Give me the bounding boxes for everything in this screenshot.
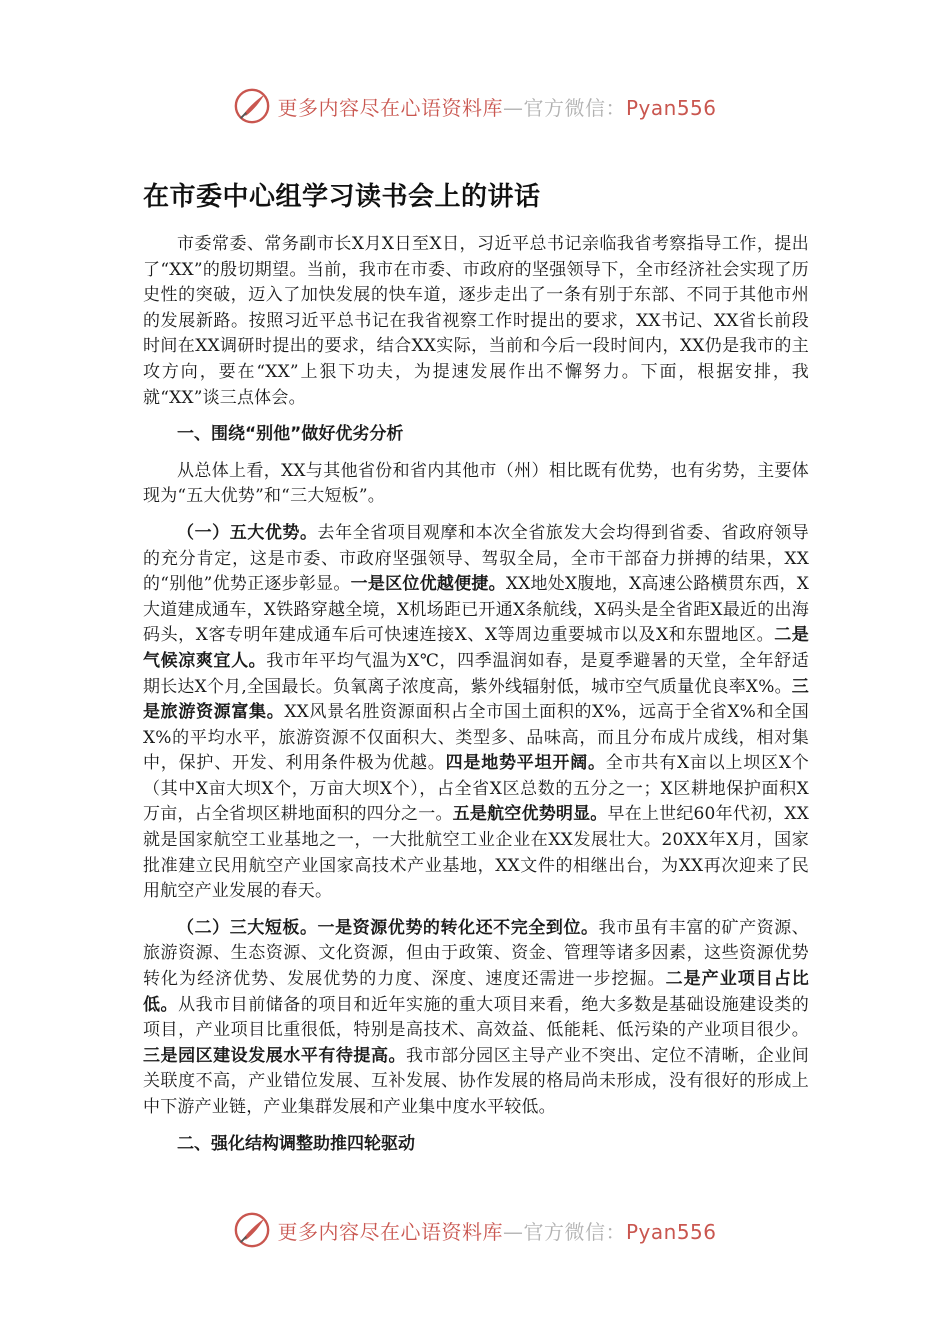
quill-logo-icon — [233, 1211, 271, 1249]
section-1-intro: 从总体上看，XX与其他省份和省内其他市（州）相比既有优势，也有劣势，主要体现为“五大优势”和“三大短板”。 — [143, 460, 809, 507]
three-shortcomings-paragraph: （二）三大短板。一是资源优势的转化还不完全到位。我市虽有丰富的矿产资源、旅游资源、生态资源、文化资源，但由于政策、资金、管理等诸多因素，这些资源优势转化为经济优势、发展优势的力度、深度、速度还需进一步挖掘。二是产业项目占比低。从我市目前储备的项目和近年实施的重大项目来看，绝大多数是基础设施建设类的项目，产业项目比重很低，特别是高技术、高效益、低能耗、低污染的产业项目很少。三是园区建设发展水平有待提高。我市部分园区主导产业不突出、定位不清晰，企业间关联度不高，产业错位发展、互补发展、协作发展的格局尚未形成，没有很好的形成上中下游产业链，产业集群发展和产业集中度水平较低。 — [143, 917, 809, 1117]
section-1-heading: 一、围绕“别他”做好优劣分析 — [177, 424, 404, 445]
banner-text: 更多内容尽在心语资料库—官方微信：Pyan556 — [277, 1219, 717, 1244]
intro-paragraph: 市委常委、常务副市长X月X日至X日，习近平总书记亲临我省考察指导工作，提出了“XX”的殷切期望。当前，我市在市委、市政府的坚强领导下，全市经济社会实现了历史性的突破，迈入了加快发展的快车道，逐步走出了一条有别于东部、不同于其他市州的发展新路。按照习近平总书记在我省视察工作时提出的要求，XX书记、XX省长前段时间在XX调研时提出的要求，结合XX实际，当前和今后一段时间内，XX仍是我市的主攻方向，要在“XX”上狠下功夫，为提速发展作出不懈努力。下面，根据安排，我就“XX”谈三点体会。 — [143, 234, 809, 408]
five-advantages-paragraph: （一）五大优势。去年全省项目观摩和本次全省旅发大会均得到省委、省政府领导的充分肯定，这是市委、市政府坚强领导、驾驭全局，全市干部奋力拼搏的结果，XX的“别他”优势正逐步彰显。一是区位优越便捷。XX地处X腹地，X高速公路横贯东西，X大道建成通车，X铁路穿越全境，X机场距已开通X条航线，X码头是全省距X最近的出海码头，X客专明年建成通车后可快速连接X、X等周边重要城市以及X和东盟地区。二是气候凉爽宜人。我市年平均气温为X℃，四季温润如春，是夏季避暑的天堂，全年舒适期长达X个月,全国最长。负氧离子浓度高，紫外线辐射低，城市空气质量优良率X%。三是旅游资源富集。XX风景名胜资源面积占全市国土面积的X%，远高于全省X%和全国X%的平均水平，旅游资源不仅面积大、类型多、品味高，而且分布成片成线，相对集中，保护、开发、利用条件极为优越。四是地势平坦开阔。全市共有X亩以上坝区X个（其中X亩大坝X个，万亩大坝X个），占全省X区总数的五分之一；X区耕地保护面积X万亩，占全省坝区耕地面积的四分之一。五是航空优势明显。早在上世纪60年代初，XX就是国家航空工业基地之一，一大批航空工业企业在XX发展壮大。20XX年X月，国家批准建立民用航空产业国家高技术产业基地，XX文件的相继出台，为XX再次迎来了民用航空产业发展的春天。 — [143, 522, 810, 902]
footer-banner — [0, 1210, 950, 1250]
banner-text: 更多内容尽在心语资料库—官方微信：Pyan556 — [277, 95, 717, 120]
document-title: 在市委中心组学习读书会上的讲话 — [143, 182, 541, 212]
header-banner — [0, 86, 950, 126]
section-2-heading: 二、强化结构调整助推四轮驱动 — [177, 1133, 415, 1154]
document-body — [143, 232, 809, 1168]
quill-logo-icon — [233, 87, 271, 125]
